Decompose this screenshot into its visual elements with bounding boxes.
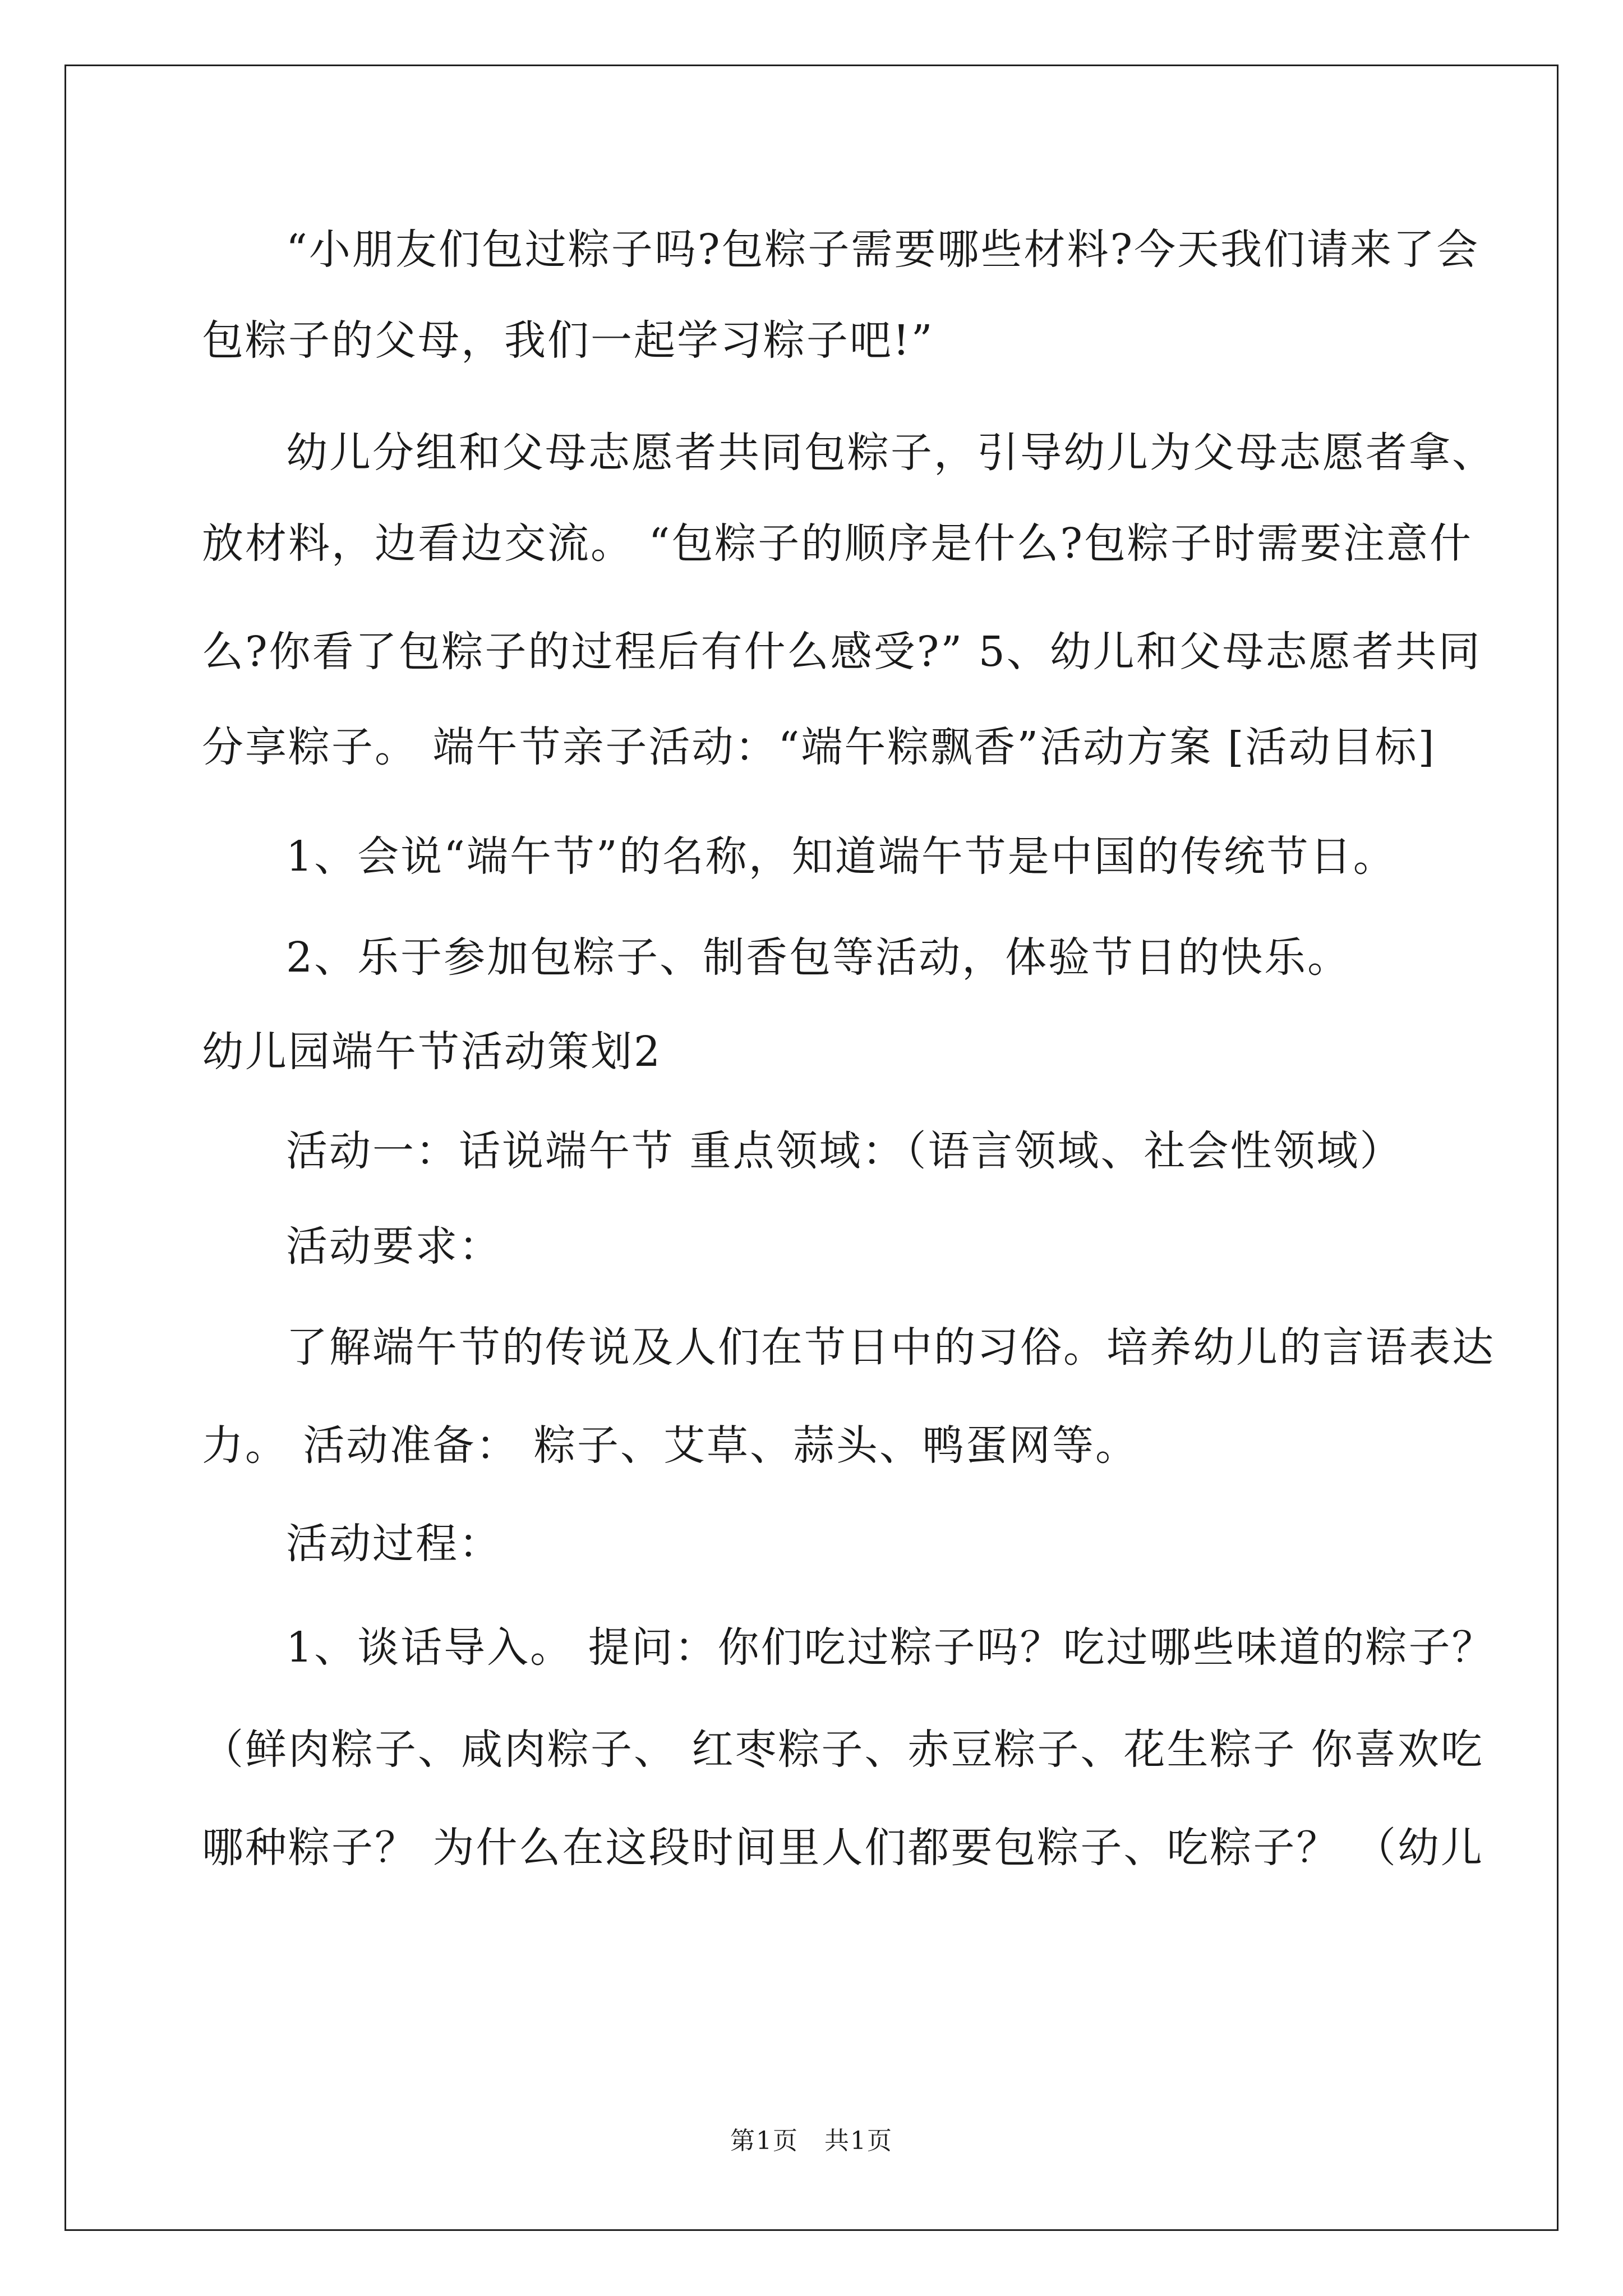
text-line-8: 2、乐于参加包粽子、制香包等活动，体验节日的快乐。 — [286, 933, 1351, 982]
text-line-12: 了解端午节的传说及人们在节日中的习俗。培养幼儿的言语表达 — [286, 1323, 1495, 1372]
text-line-4: 放材料，边看边交流。 “包粽子的顺序是什么?包粽子时需要注意什 — [202, 519, 1473, 568]
text-line-13: 力。 活动准备： 粽子、艾草、蒜头、鸭蛋网等。 — [202, 1421, 1139, 1470]
text-line-16: （鲜肉粽子、咸肉粽子、 红枣粽子、赤豆粽子、花生粽子 你喜欢吃 — [202, 1726, 1484, 1774]
section-heading: 幼儿园端午节活动策划2 — [202, 1028, 662, 1076]
text-line-6: 分享粽子。 端午节亲子活动：“端午粽飘香”活动方案 [活动目标] — [202, 723, 1436, 771]
text-line-5: 么?你看了包粽子的过程后有什么感受?” 5、幼儿和父母志愿者共同 — [202, 628, 1482, 676]
text-line-14: 活动过程： — [286, 1520, 502, 1568]
text-line-10: 活动一：话说端午节 重点领域：（语言领域、社会性领域） — [286, 1127, 1403, 1175]
text-line-15: 1、谈话导入。 提问：你们吃过粽子吗？吃过哪些味道的粽子？ — [286, 1623, 1495, 1672]
text-line-11: 活动要求： — [286, 1222, 502, 1271]
text-line-17: 哪种粽子？ 为什么在这段时间里人们都要包粽子、吃粽子？ （幼儿 — [202, 1824, 1484, 1872]
text-line-3: 幼儿分组和父母志愿者共同包粽子，引导幼儿为父母志愿者拿、 — [286, 429, 1495, 477]
text-line-7: 1、会说“端午节”的名称，知道端午节是中国的传统节日。 — [286, 832, 1396, 881]
text-line-2: 包粽子的父母，我们一起学习粽子吧!” — [202, 316, 934, 365]
text-line-1: “小朋友们包过粽子吗?包粽子需要哪些材料?今天我们请来了会 — [286, 226, 1480, 274]
page-footer: 第1页 共1页 — [730, 2127, 893, 2155]
